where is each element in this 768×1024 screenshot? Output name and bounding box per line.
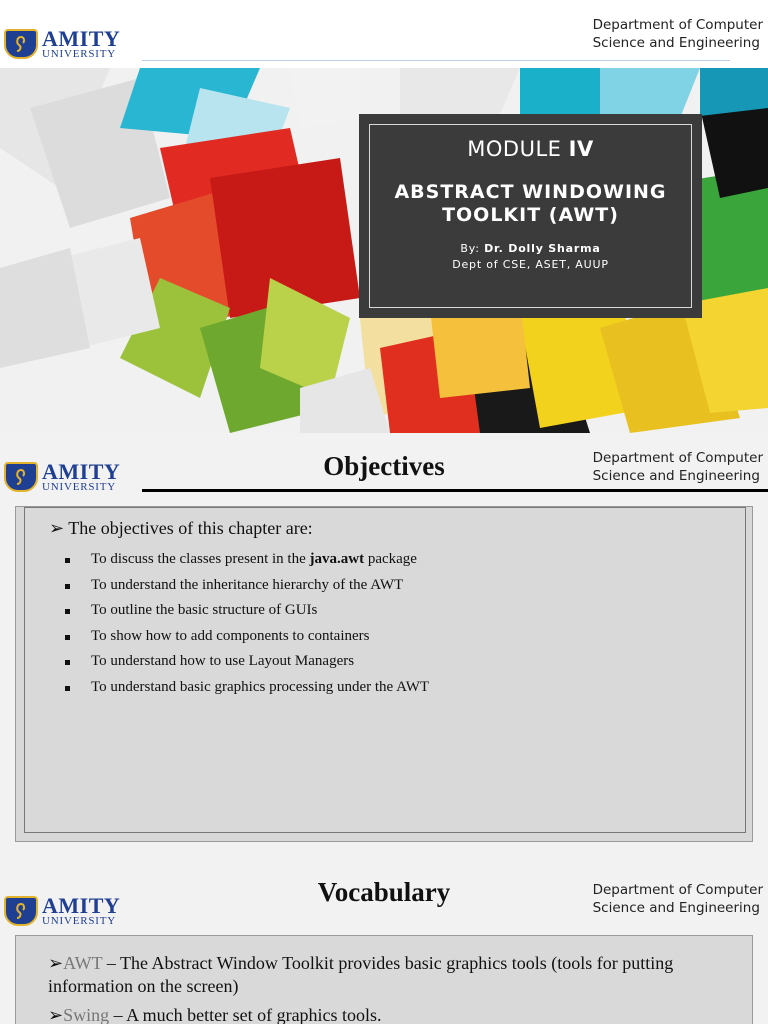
bullet-text: package (364, 551, 417, 567)
department-line-1: Department of Computer (592, 17, 763, 33)
title-box-frame (369, 124, 692, 308)
department-line-2: Science and Engineering (592, 468, 760, 484)
module-prefix: MODULE (467, 137, 562, 161)
title-rule (142, 489, 768, 492)
list-item: To understand basic graphics processing under the AWT (65, 675, 429, 701)
list-item: To show how to add components to containers (65, 624, 429, 650)
author-line (370, 242, 691, 255)
arrow-icon: ➢ (48, 953, 64, 973)
objectives-slide (0, 433, 768, 855)
objectives-box (15, 506, 753, 842)
logo-name: AMITY (42, 26, 121, 51)
list-item: To understand how to use Layout Managers (65, 649, 429, 675)
slide-main-title (370, 181, 691, 227)
title-line-2: TOOLKIT (AWT) (442, 204, 619, 226)
header-divider (142, 60, 730, 61)
vocab-term: Swing (63, 1005, 110, 1024)
list-item: To outline the basic structure of GUIs (65, 598, 429, 624)
slide-title: Objectives (323, 451, 445, 481)
title-box (359, 114, 702, 318)
author-affiliation: Dept of CSE, ASET, AUUP (452, 258, 609, 271)
vocab-definition: – A much better set of graphics tools. (109, 1005, 382, 1024)
arrow-icon: ➢ (48, 1005, 64, 1024)
objectives-lead (49, 518, 313, 539)
bullet-bold-text: java.awt (309, 551, 365, 567)
by-prefix: By: (460, 242, 480, 255)
list-item (65, 547, 429, 573)
logo-subtitle: UNIVERSITY (42, 48, 116, 60)
author-name: Dr. Dolly Sharma (484, 242, 601, 255)
department-line-1: Department of Computer (592, 450, 763, 466)
slide-title: Vocabulary (317, 877, 451, 907)
amity-shield-icon (4, 29, 38, 59)
lead-arrow-icon: ➢ (49, 518, 65, 538)
vocabulary-box (15, 935, 753, 1024)
amity-logo (4, 28, 120, 60)
objectives-list (65, 547, 429, 701)
department-label (593, 16, 763, 52)
department-line-1: Department of Computer (592, 882, 763, 898)
title-slide (0, 0, 768, 433)
logo-subtitle: UNIVERSITY (42, 915, 116, 927)
logo-name: AMITY (42, 893, 121, 918)
department-line-2: Science and Engineering (592, 900, 760, 916)
department-line-2: Science and Engineering (592, 35, 760, 51)
bullet-text: To discuss the classes present in the (91, 551, 310, 567)
vocab-definition: – The Abstract Window Toolkit provides basic graphics tools (tools for putting information on the screen) (48, 953, 674, 996)
objectives-box-frame (24, 507, 746, 833)
vocabulary-slide (0, 855, 768, 1024)
vocab-item-swing (48, 1004, 688, 1024)
list-item: To understand the inheritance hierarchy of the AWT (65, 573, 429, 599)
module-number: IV (568, 137, 594, 161)
vocab-term: AWT (63, 953, 103, 973)
logo-subtitle: UNIVERSITY (42, 481, 116, 493)
title-line-1: ABSTRACT WINDOWING (394, 181, 667, 203)
vocab-item-awt (48, 952, 688, 998)
lead-text: The objectives of this chapter are: (68, 518, 313, 538)
module-label (370, 137, 691, 161)
logo-name: AMITY (42, 459, 121, 484)
